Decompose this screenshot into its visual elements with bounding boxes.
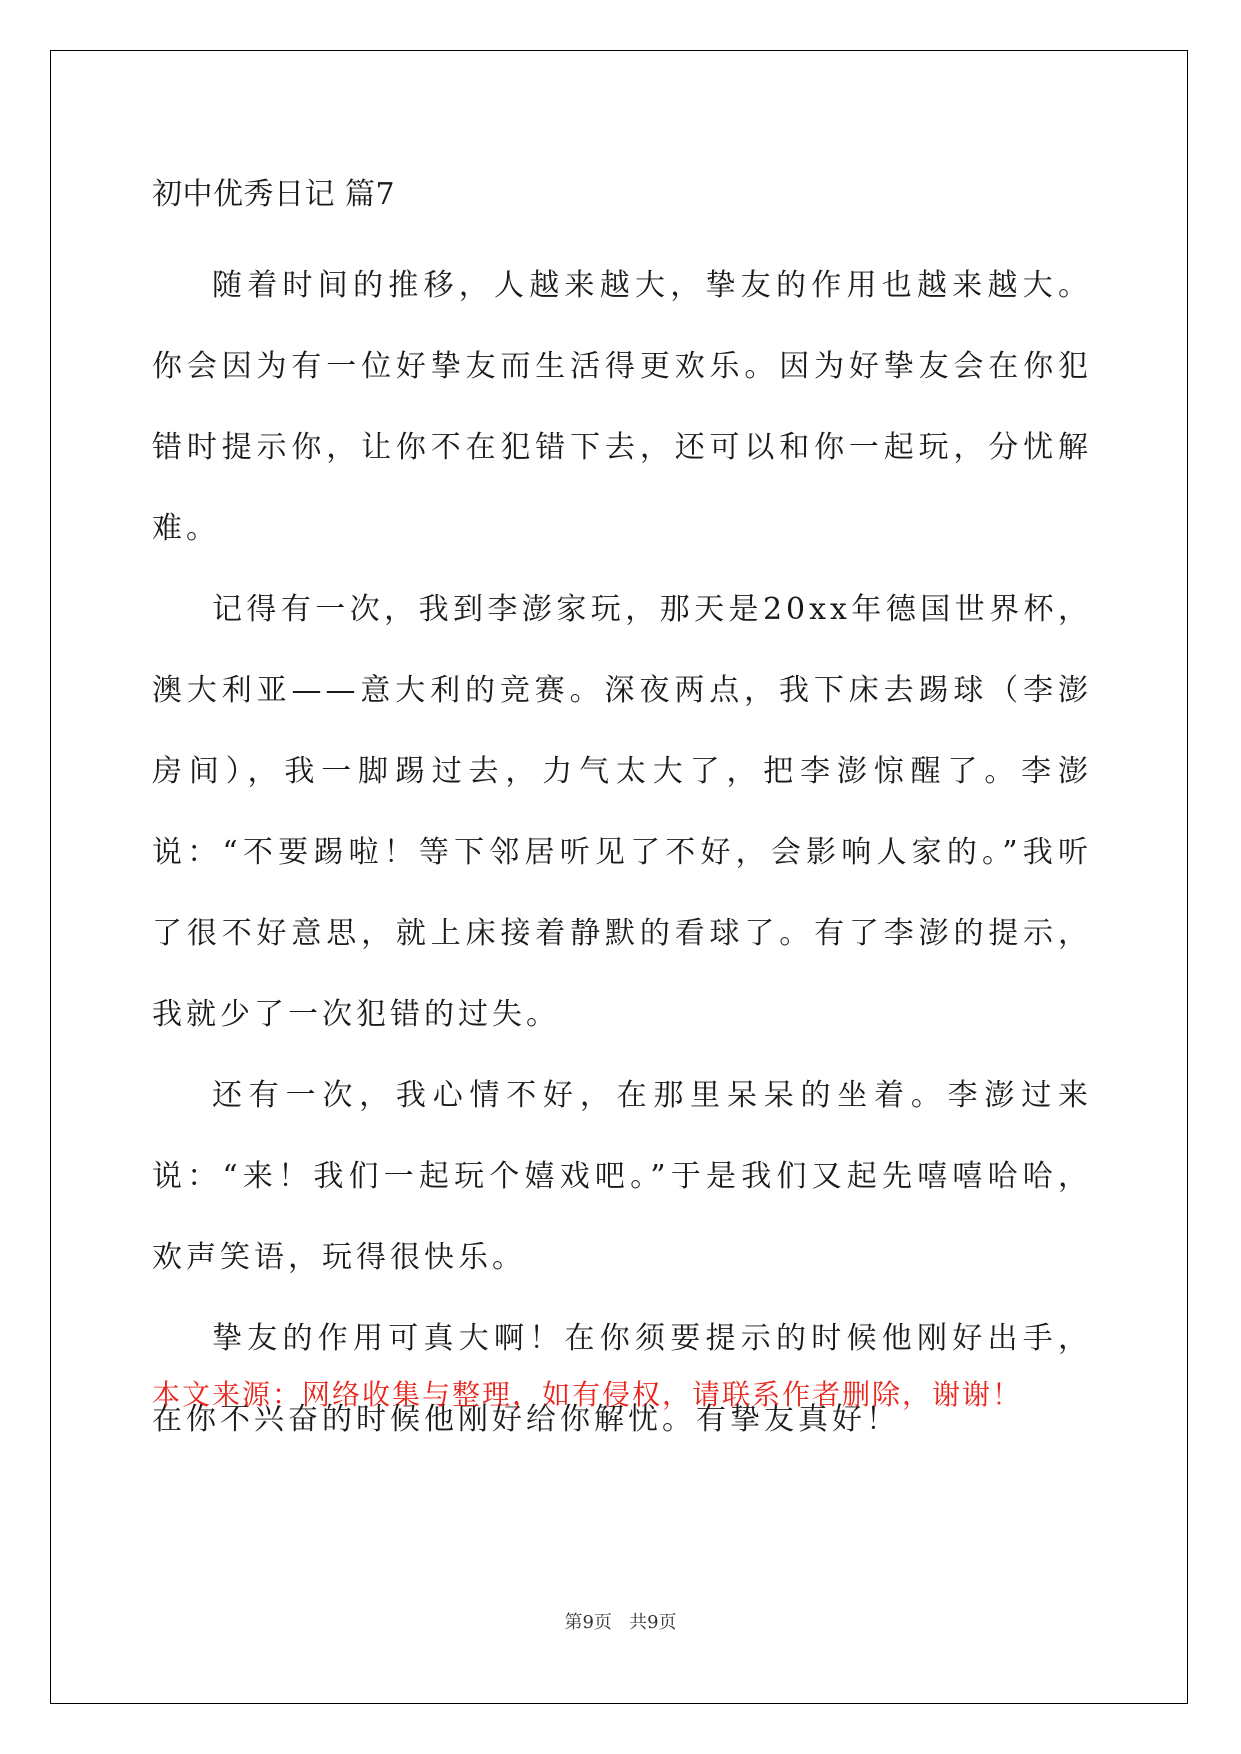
page-total: 共9页 xyxy=(629,1612,677,1633)
document-body xyxy=(152,165,1092,1460)
page-number: 第9页 xyxy=(564,1612,612,1633)
page-footer xyxy=(0,1608,1241,1634)
footer-spacer xyxy=(612,1612,629,1633)
paragraph-3: 还有一次，我心情不好，在那里呆呆的坐着。李澎过来说：“来！我们一起玩个嬉戏吧。”于是我们又起先嘻嘻哈哈，欢声笑语，玩得很快乐。 xyxy=(152,1078,1092,1275)
source-note: 本文来源：网络收集与整理，如有侵权，请联系作者删除，谢谢！ xyxy=(152,1378,1023,1411)
paragraph-1: 随着时间的推移，人越来越大，挚友的作用也越来越大。你会因为有一位好挚友而生活得更欢乐。因为好挚友会在你犯错时提示你，让你不在犯错下去，还可以和你一起玩，分忧解难。 xyxy=(152,268,1092,546)
document-title: 初中优秀日记 篇7 xyxy=(152,177,396,212)
paragraph-2: 记得有一次，我到李澎家玩，那天是20xx年德国世界杯，澳大利亚——意大利的竞赛。深夜两点，我下床去踢球（李澎房间），我一脚踢过去，力气太大了，把李澎惊醒了。李澎说：“不要踢啦！等下邻居听见了不好，会影响人家的。”我听了很不好意思，就上床接着静默的看球了。有了李澎的提示，我就少了一次犯错的过失。 xyxy=(152,592,1092,1032)
paragraph-4: 挚友的作用可真大啊！在你须要提示的时候他刚好出手，在你不兴奋的时候他刚好给你解忧。有挚友真好！ xyxy=(152,1321,1092,1437)
